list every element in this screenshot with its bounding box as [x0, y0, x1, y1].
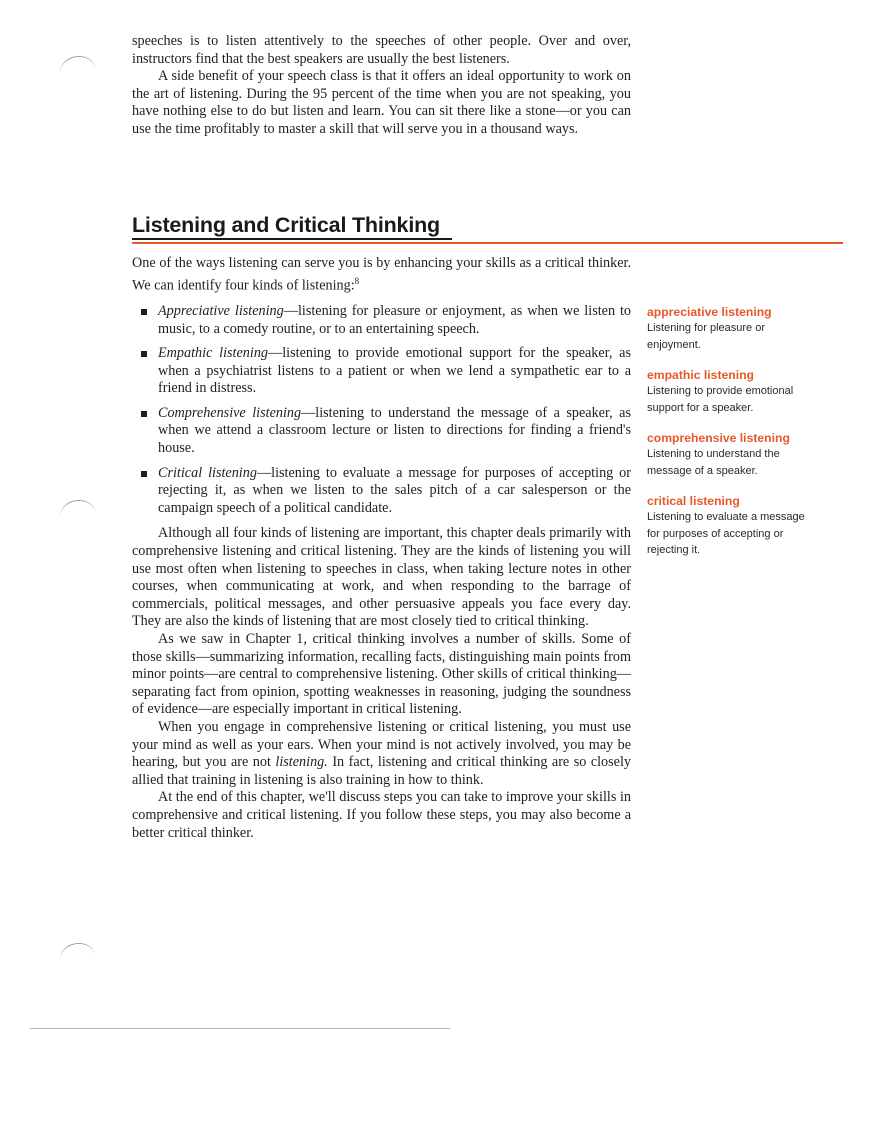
- glossary-entry: [647, 367, 812, 416]
- list-item-term: Critical listening: [158, 464, 257, 481]
- list-item-text: —listening to evaluate a message for purposes of accepting or rejecting it, as when we listen to the sales pitch of a car salesperson or the campaign speech of a political candidate.: [158, 464, 632, 516]
- glossary-term: empathic listening: [647, 368, 754, 382]
- listening-types-list: [132, 303, 631, 518]
- square-bullet-icon: [141, 471, 147, 477]
- binder-hole-middle: [58, 498, 98, 534]
- lead-paragraph: [132, 255, 631, 295]
- list-item: [132, 303, 631, 338]
- engage-emphasis: listening.: [275, 754, 328, 771]
- list-item-term: Comprehensive listening: [158, 404, 302, 421]
- glossary-term: critical listening: [647, 494, 740, 508]
- glossary-entry: [647, 493, 812, 559]
- glossary-term: comprehensive listening: [647, 431, 790, 445]
- square-bullet-icon: [141, 411, 147, 417]
- list-item-text: —listening to understand the message of a speaker, as when we attend a classroom lecture or listen to directions for finding a friend's house.: [158, 404, 631, 457]
- list-item: [132, 345, 631, 398]
- list-item-text: —listening for pleasure or enjoyment, as when we listen to music, to a comedy routine, or to an entertaining speech.: [158, 302, 631, 337]
- heading-rule: [132, 242, 843, 244]
- binder-hole-top: [58, 54, 98, 90]
- intro-paragraph-1: speeches is to listen attentively to the speeches of other people. Over and over, instructors find that the best speakers are usually the best listeners.: [132, 33, 631, 67]
- bottom-rule: [30, 1028, 450, 1029]
- glossary-definition: Listening for pleasure or enjoyment.: [647, 322, 766, 351]
- list-item: [132, 405, 631, 458]
- engage-text-before: When you engage in comprehensive listening or critical listening, you must use your mind as well as your ears. When your mind is not actively involved, you may be hearing, but you are not: [132, 718, 631, 771]
- paragraph-end-of-chapter: At the end of this chapter, we'll discuss steps you can take to improve your skills in comprehensive and critical listening. If you follow these steps, you may also become a better critical thinker.: [132, 789, 631, 841]
- glossary-definition: Listening to evaluate a message for purposes of accepting or rejecting it.: [647, 511, 805, 556]
- intro-paragraph-2: A side benefit of your speech class is that it offers an ideal opportunity to work on the art of listening. During the 95 percent of the time when you are not speaking, you have nothing else to do but listen and learn. You can sit there like a stone—or you can use the time profitably to master a skill that will serve you in a thousand ways.: [132, 68, 631, 137]
- list-item: [132, 465, 631, 518]
- paragraph-chapter-1: As we saw in Chapter 1, critical thinking involves a number of skills. Some of those skills—summarizing information, recalling facts, distinguishing main points from minor points—are central to comprehensive listening. Other skills of critical thinking—separating fact from opinion, spotting weaknesses in reasoning, judging the soundness of evidence—are especially important in critical listening.: [132, 631, 631, 718]
- glossary-definition: Listening to provide emotional support for a speaker.: [647, 385, 794, 414]
- list-item-text: —listening to provide emotional support for the speaker, as when a psychiatrist listens to a patient or when we lend a sympathetic ear to a friend in distress.: [158, 345, 631, 397]
- glossary-entry: [647, 304, 812, 353]
- engage-text-after: In fact, listening and critical thinking are so closely allied that training in listening is also training in how to think.: [132, 754, 632, 788]
- square-bullet-icon: [141, 351, 147, 357]
- glossary-sidebar: [647, 304, 812, 573]
- lead-text: One of the ways listening can serve you is by enhancing your skills as a critical thinker. We can identify four kinds of listening:: [132, 255, 631, 294]
- heading-underline: [132, 238, 452, 240]
- list-item-term: Appreciative listening: [158, 302, 284, 319]
- paragraph-all-four-kinds: Although all four kinds of listening are important, this chapter deals primarily with comprehensive listening and critical listening. They are the kinds of listening you will use most often when listening to speeches in class, when taking lecture notes in other courses, when communicating at work, and when responding to the barrage of commercials, political messages, and other persuasive appeals you face every day. They are also the kinds of listening that are most closely tied to critical thinking.: [132, 525, 631, 630]
- section-heading: Listening and Critical Thinking: [132, 213, 440, 237]
- paragraph-engage: [132, 719, 631, 789]
- square-bullet-icon: [141, 309, 147, 315]
- glossary-definition: Listening to understand the message of a speaker.: [647, 448, 780, 477]
- endnote-marker: 8: [354, 275, 360, 286]
- intro-text-block: [132, 33, 631, 139]
- list-item-term: Empathic listening: [158, 345, 269, 362]
- glossary-entry: [647, 430, 812, 479]
- glossary-term: appreciative listening: [647, 305, 772, 319]
- section-body: [132, 255, 631, 842]
- binder-hole-bottom: [58, 941, 98, 977]
